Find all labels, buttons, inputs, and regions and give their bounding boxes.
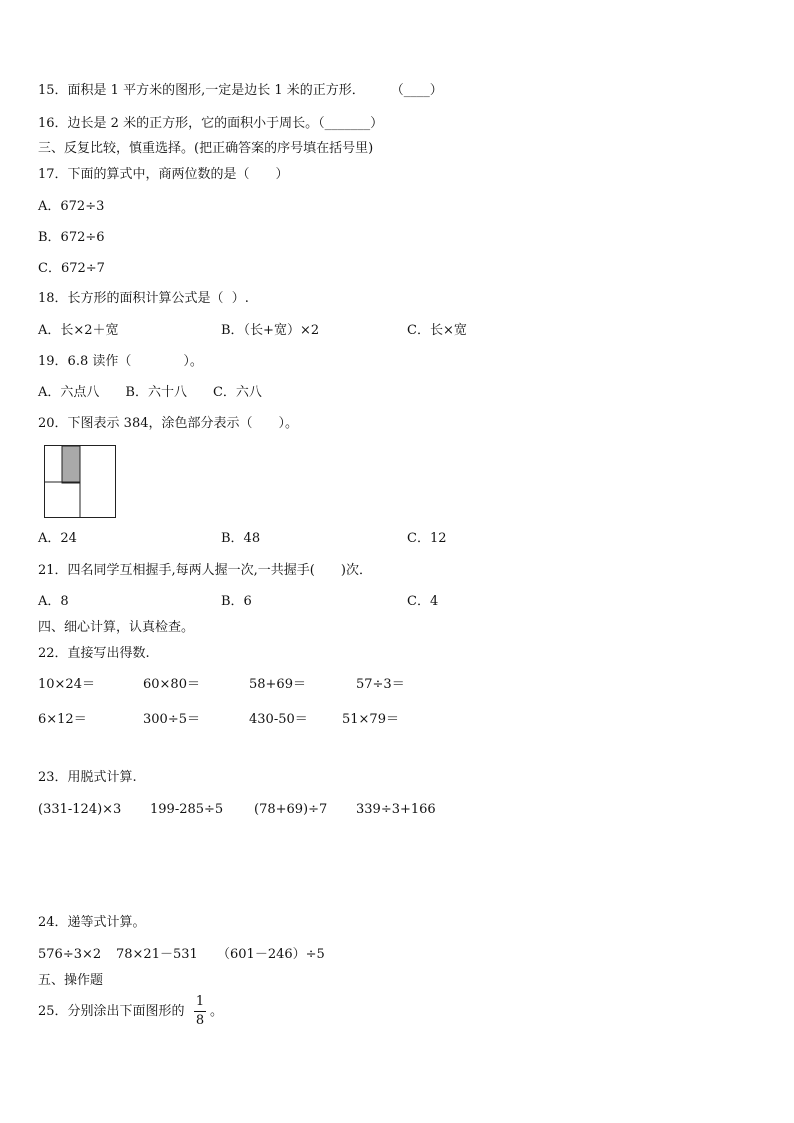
question-19-options: A．六点八 B．六十八 C．六八 bbox=[38, 385, 262, 400]
shaded-rectangle-figure bbox=[44, 445, 118, 521]
q22-row1-item: 60×80＝ bbox=[143, 677, 200, 692]
question-25-stem: 25．分别涂出下面图形的 bbox=[38, 1004, 185, 1019]
question-17-option-c: C．672÷7 bbox=[38, 261, 105, 276]
section-5-heading: 五、操作题 bbox=[38, 973, 104, 988]
fraction-numerator: 1 bbox=[195, 994, 205, 1009]
question-17-option-b: B．672÷6 bbox=[38, 230, 105, 245]
question-18-option-a: A．长×2＋宽 bbox=[38, 323, 119, 338]
fraction-one-eighth bbox=[191, 992, 209, 1032]
question-16: 16．边长是 2 米的正方形，它的面积小于周长。（_______） bbox=[38, 116, 384, 131]
question-24-stem: 24．递等式计算。 bbox=[38, 915, 146, 930]
question-19-stem: 19．6.8 读作（ ）。 bbox=[38, 354, 203, 369]
figure-shaded-part bbox=[62, 446, 80, 483]
q22-row2-item: 300÷5＝ bbox=[143, 712, 200, 727]
q24-expression: 78×21－531 bbox=[116, 947, 198, 962]
question-21-option-a: A．8 bbox=[38, 594, 69, 609]
question-21-option-c: C．4 bbox=[407, 594, 439, 609]
question-21-stem: 21．四名同学互相握手,每两人握一次,一共握手( )次． bbox=[38, 563, 372, 578]
question-15: 15．面积是 1 平方米的图形,一定是边长 1 米的正方形． （____） bbox=[38, 83, 443, 98]
q22-row2-item: 430-50＝ bbox=[249, 712, 308, 727]
section-4-heading: 四、细心计算，认真检查。 bbox=[38, 620, 195, 635]
question-18-stem: 18．长方形的面积计算公式是（ ）. bbox=[38, 291, 249, 306]
fraction-bar bbox=[194, 1011, 206, 1012]
q23-expression: (78+69)÷7 bbox=[254, 802, 328, 817]
question-18-option-c: C．长×宽 bbox=[407, 323, 467, 338]
q24-expression: （601－246）÷5 bbox=[217, 947, 325, 962]
question-17-stem: 17．下面的算式中，商两位数的是（ ） bbox=[38, 167, 289, 182]
q22-row2-item: 51×79＝ bbox=[342, 712, 399, 727]
q22-row1-item: 10×24＝ bbox=[38, 677, 95, 692]
q24-expression: 576÷3×2 bbox=[38, 947, 102, 962]
q22-row1-item: 58+69＝ bbox=[249, 677, 306, 692]
question-20-option-b: B．48 bbox=[221, 531, 261, 546]
section-3-heading: 三、反复比较，慎重选择。(把正确答案的序号填在括号里) bbox=[38, 141, 374, 156]
q23-expression: 339÷3+166 bbox=[356, 802, 436, 817]
question-20-option-a: A．24 bbox=[38, 531, 77, 546]
fraction-denominator: 8 bbox=[195, 1013, 205, 1028]
q23-expression: 199-285÷5 bbox=[150, 802, 224, 817]
question-20-option-c: C．12 bbox=[407, 531, 447, 546]
question-22-stem: 22．直接写出得数. bbox=[38, 646, 150, 661]
question-17-option-a: A．672÷3 bbox=[38, 199, 105, 214]
question-20-stem: 20．下图表示 384，涂色部分表示（ ）。 bbox=[38, 416, 298, 431]
q23-expression: (331-124)×3 bbox=[38, 802, 122, 817]
question-23-stem: 23．用脱式计算. bbox=[38, 770, 137, 785]
question-25-tail: 。 bbox=[210, 1004, 224, 1019]
q22-row2-item: 6×12＝ bbox=[38, 712, 87, 727]
question-21-option-b: B．6 bbox=[221, 594, 252, 609]
question-18-option-b: B．（长+宽）×2 bbox=[221, 323, 320, 338]
q22-row1-item: 57÷3＝ bbox=[356, 677, 405, 692]
